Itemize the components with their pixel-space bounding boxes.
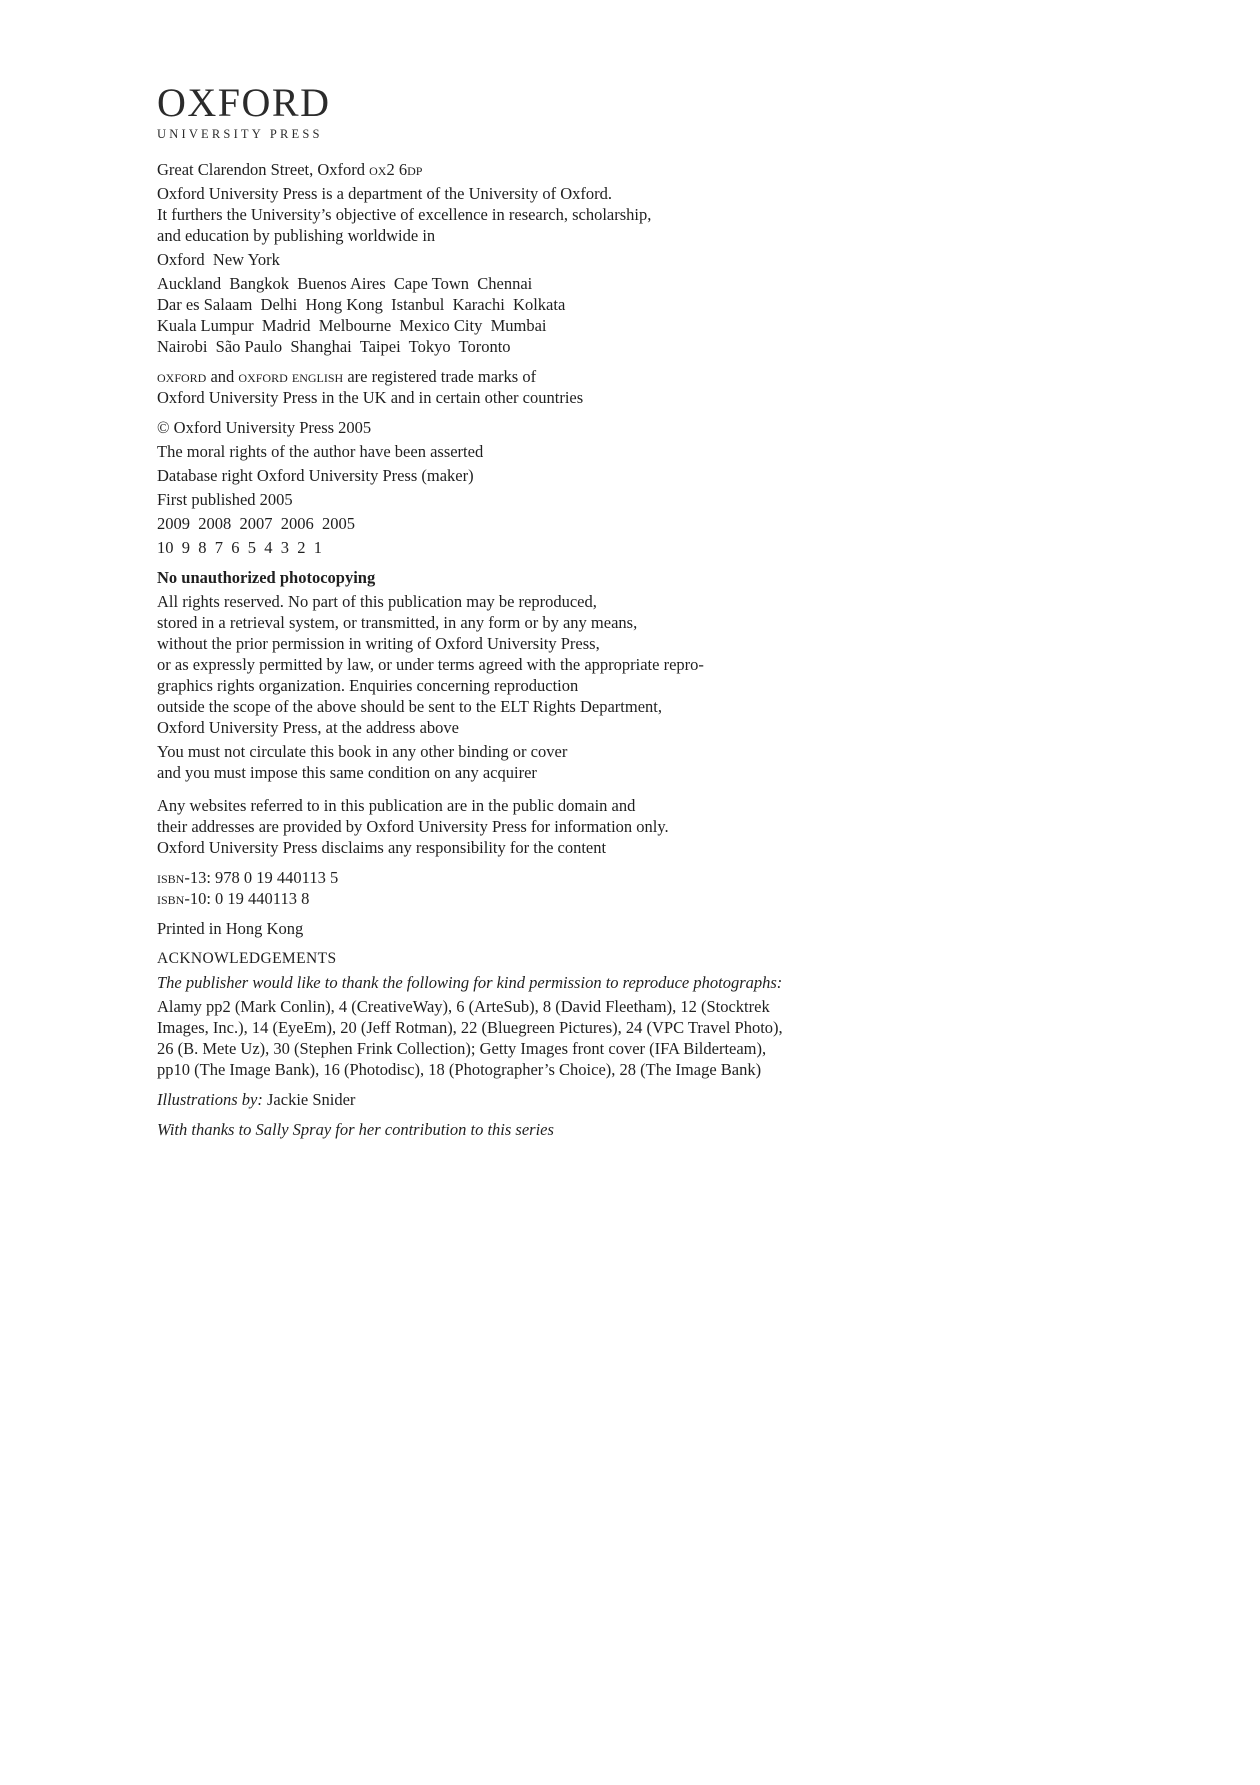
text-line: outside the scope of the above should be sent to the ELT Rights Department,	[157, 697, 662, 716]
address-text: Great Clarendon Street, Oxford	[157, 160, 370, 179]
heading-text: ACKNOWLEDGEMENTS	[157, 950, 337, 967]
text-line: With thanks to Sally Spray for her contribution to this series	[157, 1120, 554, 1139]
illustrations-credit	[157, 1089, 1120, 1110]
publisher-thanks-line	[157, 972, 1120, 993]
text-line: without the prior permission in writing of Oxford University Press,	[157, 634, 600, 653]
database-right-line	[157, 465, 1120, 486]
logo-title: OXFORD	[157, 80, 331, 125]
offices-primary-line	[157, 249, 1120, 270]
heading-text: No unauthorized photocopying	[157, 568, 376, 587]
text-line: The moral rights of the author have been asserted	[157, 442, 484, 461]
trademark-oxford-english: oxford english	[238, 367, 344, 386]
trademark-line	[157, 366, 1120, 387]
isbn-13-label: isbn-13	[157, 868, 207, 887]
text-line: It furthers the University’s objective of excellence in research, scholarship,	[157, 205, 652, 224]
logo-subtitle: UNIVERSITY PRESS	[157, 127, 323, 141]
address-line	[157, 159, 1120, 180]
world-cities-paragraph	[157, 273, 1120, 357]
text-line: graphics rights organization. Enquiries concerning reproduction	[157, 676, 579, 695]
isbn-13-line	[157, 867, 1120, 888]
isbn-13-value: : 978 0 19 440113 5	[206, 868, 339, 887]
text-line: Auckland Bangkok Buenos Aires Cape Town Chennai	[157, 274, 533, 293]
text-line: 26 (B. Mete Uz), 30 (Stephen Frink Collection); Getty Images front cover (IFA Bilderteam),	[157, 1039, 767, 1058]
isbn-10-label: isbn-10	[157, 889, 207, 908]
years-line	[157, 513, 1120, 534]
text-line: Alamy pp2 (Mark Conlin), 4 (CreativeWay), 6 (ArteSub), 8 (David Fleetham), 12 (Stocktrek	[157, 997, 770, 1016]
text-line: All rights reserved. No part of this publication may be reproduced,	[157, 592, 597, 611]
text-line: and education by publishing worldwide in	[157, 226, 436, 245]
text-line: pp10 (The Image Bank), 16 (Photodisc), 18 (Photographer’s Choice), 28 (The Image Bank)	[157, 1060, 762, 1079]
trademark-paragraph	[157, 366, 1120, 408]
trademark-rest: are registered trade marks of	[343, 367, 537, 386]
acknowledgements-heading	[157, 948, 1120, 969]
text-line: Oxford University Press disclaims any responsibility for the content	[157, 838, 607, 857]
text-line: and you must impose this same condition on any acquirer	[157, 763, 537, 782]
text-line: Oxford University Press, at the address above	[157, 718, 459, 737]
illustrations-label: Illustrations by:	[157, 1090, 263, 1109]
text-line: Oxford University Press in the UK and in certain other countries	[157, 388, 584, 407]
oxford-logo	[157, 80, 1120, 145]
trademark-oxford: oxford	[157, 367, 207, 386]
text-line: Any websites referred to in this publication are in the public domain and	[157, 796, 636, 815]
moral-rights-line	[157, 441, 1120, 462]
text-line: Nairobi São Paulo Shanghai Taipei Tokyo Toronto	[157, 337, 511, 356]
text-line: © Oxford University Press 2005	[157, 418, 372, 437]
text-line: Printed in Hong Kong	[157, 919, 304, 938]
printed-line	[157, 918, 1120, 939]
text-line: You must not circulate this book in any other binding or cover	[157, 742, 568, 761]
isbn-10-value: : 0 19 440113 8	[206, 889, 310, 908]
text-line: Dar es Salaam Delhi Hong Kong Istanbul Karachi Kolkata	[157, 295, 566, 314]
text-line: or as expressly permitted by law, or under terms agreed with the appropriate repro-	[157, 655, 704, 674]
text-line: stored in a retrieval system, or transmitted, in any form or by any means,	[157, 613, 638, 632]
text-line: Oxford University Press is a department of the University of Oxford.	[157, 184, 613, 203]
websites-paragraph	[157, 795, 1120, 858]
illustrations-value: Jackie Snider	[262, 1090, 356, 1109]
text-line: The publisher would like to thank the following for kind permission to reproduce photographs:	[157, 973, 783, 992]
address-postcode: ox2 6dp	[369, 160, 423, 179]
text-line: Images, Inc.), 14 (EyeEm), 20 (Jeff Rotman), 22 (Bluegreen Pictures), 24 (VPC Travel Photo),	[157, 1018, 783, 1037]
text-line: their addresses are provided by Oxford University Press for information only.	[157, 817, 669, 836]
copyright-line	[157, 417, 1120, 438]
circulate-paragraph	[157, 741, 1120, 783]
series-thanks-line	[157, 1119, 1120, 1140]
first-published-line	[157, 489, 1120, 510]
text-line: First published 2005	[157, 490, 293, 509]
text-line: Database right Oxford University Press (maker)	[157, 466, 474, 485]
department-paragraph	[157, 183, 1120, 246]
text-line: 2009 2008 2007 2006 2005	[157, 514, 355, 533]
isbn-10-line	[157, 888, 1120, 909]
rights-paragraph	[157, 591, 1120, 738]
photocopying-heading	[157, 567, 1120, 588]
text-line: 10 9 8 7 6 5 4 3 2 1	[157, 538, 322, 557]
photo-credits-paragraph	[157, 996, 1120, 1080]
impression-line	[157, 537, 1120, 558]
isbn-paragraph	[157, 867, 1120, 909]
illustrations-line	[157, 1089, 1120, 1110]
text-line: Kuala Lumpur Madrid Melbourne Mexico City Mumbai	[157, 316, 547, 335]
text-line: Oxford New York	[157, 250, 280, 269]
trademark-mid: and	[206, 367, 239, 386]
